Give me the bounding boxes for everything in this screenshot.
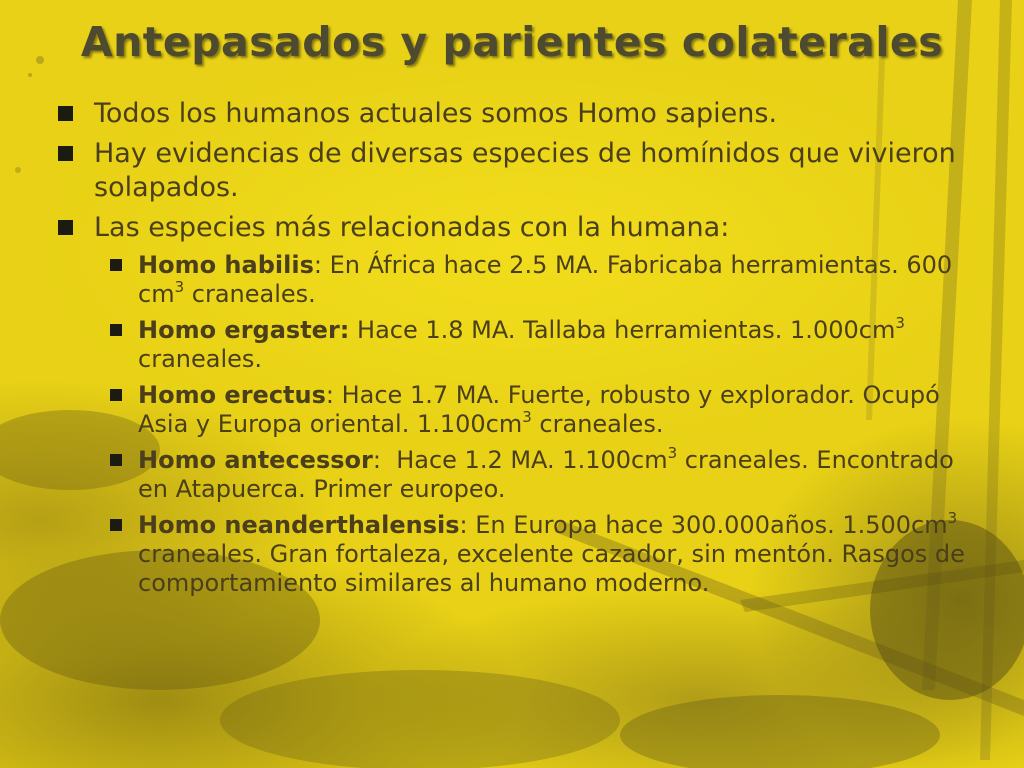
bullet-text: Las especies más relacionadas con la humana:: [94, 212, 730, 243]
species-description-end: craneales.: [184, 280, 316, 308]
bullet-list: [48, 97, 968, 605]
species-description: En África hace 2.5 MA. Fabricaba herramientas. 600 cm: [138, 251, 953, 308]
species-description-end: craneales.: [138, 345, 263, 373]
bullet-text: Todos los humanos actuales somos Homo sapiens.: [94, 98, 778, 129]
species-name: Homo antecessor: [138, 446, 373, 474]
species-description: Hace 1.2 MA. 1.100cm: [396, 446, 668, 474]
superscript: 3: [667, 444, 678, 462]
bullet-text: Hay evidencias de diversas especies de homínidos que vivieron solapados.: [94, 138, 956, 203]
species-item: [96, 381, 968, 439]
species-separator: :: [325, 381, 342, 409]
species-description: Hace 1.8 MA. Tallaba herramientas. 1.000cm: [357, 316, 896, 344]
species-item: [96, 446, 968, 504]
square-bullet-icon: [110, 519, 122, 531]
slide-title: Antepasados y parientes colaterales: [80, 18, 944, 66]
square-bullet-icon: [110, 454, 122, 466]
species-description: Hace 1.7 MA. Fuerte, robusto y explorador. Ocupó Asia y Europa oriental. 1.100cm: [138, 381, 940, 438]
square-bullet-icon: [58, 220, 73, 235]
species-separator: :: [313, 251, 330, 279]
square-bullet-icon: [58, 146, 73, 161]
species-name: Homo erectus: [138, 381, 326, 409]
bullet-item: [48, 97, 968, 131]
species-description-end: craneales. Encontrado en Atapuerca. Primer europeo.: [138, 446, 954, 503]
species-item: [96, 511, 968, 598]
species-description-end: craneales.: [531, 410, 664, 438]
species-description-end: craneales. Gran fortaleza, excelente cazador, sin mentón. Rasgos de comportamiento similares al humano moderno.: [138, 540, 965, 597]
species-separator: :: [459, 511, 476, 539]
superscript: 3: [174, 278, 185, 296]
species-separator: [349, 316, 357, 344]
square-bullet-icon: [58, 106, 73, 121]
superscript: 3: [522, 408, 532, 426]
species-item: [96, 316, 968, 374]
species-description: En Europa hace 300.000años. 1.500cm: [475, 511, 948, 539]
species-separator: :: [372, 446, 397, 474]
species-name: Homo ergaster:: [138, 316, 350, 344]
square-bullet-icon: [110, 324, 122, 336]
superscript: 3: [895, 314, 905, 332]
superscript: 3: [947, 509, 958, 527]
species-name: Homo neanderthalensis: [138, 511, 460, 539]
bullet-item: [48, 137, 968, 205]
species-list: [96, 251, 968, 598]
square-bullet-icon: [110, 389, 122, 401]
square-bullet-icon: [110, 259, 122, 271]
species-item: [96, 251, 968, 309]
bullet-item: [48, 211, 968, 245]
species-name: Homo habilis: [138, 251, 314, 279]
